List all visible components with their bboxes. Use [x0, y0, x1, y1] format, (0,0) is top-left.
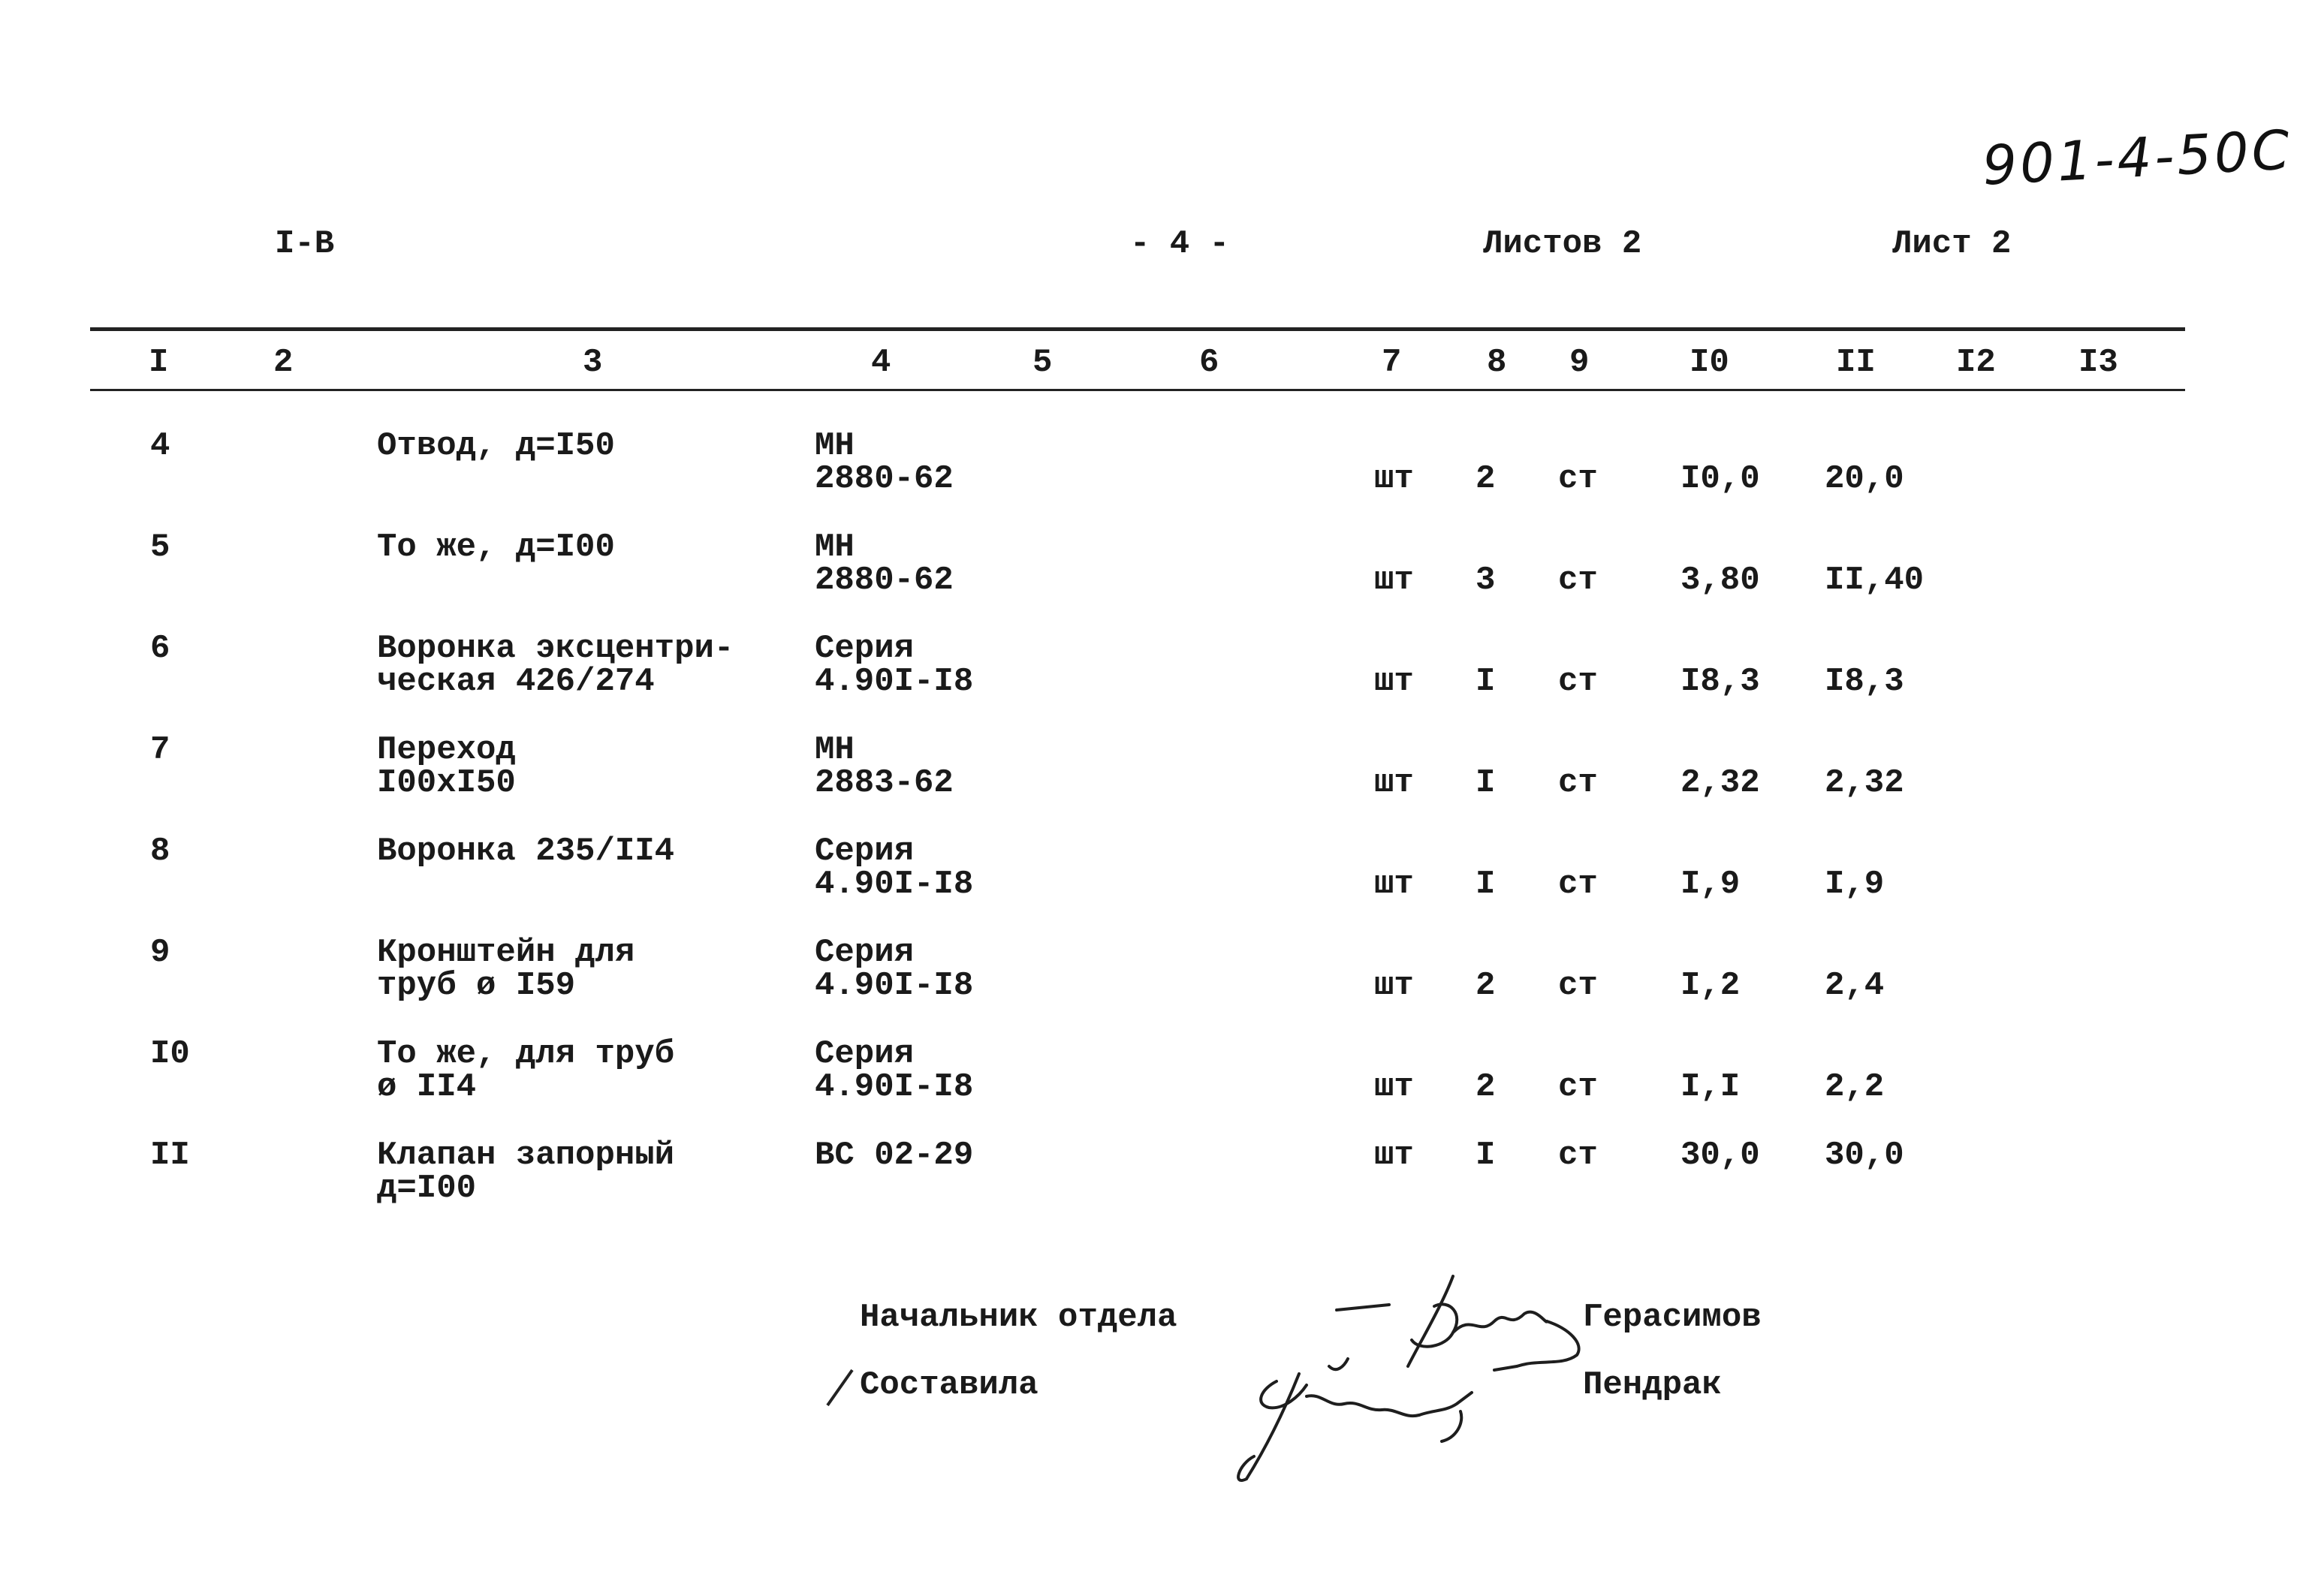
document-code: 901-4-50С	[1981, 118, 2295, 197]
column-number: 7	[1382, 344, 1402, 381]
total-mass-cell: 30,0	[1825, 1137, 1904, 1174]
item-name-cell: труб ø I59	[377, 967, 576, 1004]
position-cell: II	[150, 1137, 190, 1174]
unit-cell: шт	[1374, 460, 1414, 498]
table-top-rule	[90, 327, 2185, 331]
reference-cell: Серия	[815, 1035, 915, 1073]
sheets-total: Листов 2	[1483, 225, 1642, 263]
reference-cell: ВС 02-29	[815, 1137, 974, 1174]
quantity-cell: 3	[1476, 562, 1496, 599]
column-number: 8	[1487, 344, 1507, 381]
total-mass-cell: 2,32	[1825, 764, 1904, 802]
unit-mass-cell: 2,32	[1681, 764, 1760, 802]
column-number: 3	[583, 344, 603, 381]
item-name-cell: ческая 426/274	[377, 663, 655, 700]
reference-cell: 4.90I-I8	[815, 967, 974, 1004]
reference-cell: 4.90I-I8	[815, 663, 974, 700]
sheet-number: Лист 2	[1892, 225, 2012, 263]
position-cell: I0	[150, 1035, 190, 1073]
column-number: I	[149, 344, 169, 381]
total-mass-cell: 2,4	[1825, 967, 1885, 1004]
column-number: 2	[273, 344, 294, 381]
column-number: 4	[871, 344, 891, 381]
reference-cell: МН	[815, 528, 855, 566]
position-cell: 8	[150, 833, 170, 870]
quantity-cell: I	[1476, 866, 1496, 903]
material-cell: ст	[1558, 1137, 1598, 1174]
item-name-cell: Воронка эксцентри-	[377, 630, 734, 667]
total-mass-cell: II,40	[1825, 562, 1925, 599]
unit-mass-cell: I,9	[1681, 866, 1741, 903]
head-of-department-title: Начальник отдела	[860, 1299, 1177, 1336]
unit-mass-cell: 30,0	[1681, 1137, 1760, 1174]
unit-cell: шт	[1374, 764, 1414, 802]
reference-cell: 2880-62	[815, 460, 954, 498]
reference-cell: Серия	[815, 630, 915, 667]
item-name-cell: Воронка 235/II4	[377, 833, 675, 870]
material-cell: ст	[1558, 460, 1598, 498]
column-number: 6	[1199, 344, 1219, 381]
table-header-rule	[90, 389, 2185, 391]
reference-cell: 2880-62	[815, 562, 954, 599]
item-name-cell: д=I00	[377, 1170, 477, 1207]
reference-cell: 2883-62	[815, 764, 954, 802]
unit-cell: шт	[1374, 967, 1414, 1004]
quantity-cell: 2	[1476, 1068, 1496, 1106]
column-number: I3	[2078, 344, 2118, 381]
total-mass-cell: I,9	[1825, 866, 1885, 903]
total-mass-cell: 20,0	[1825, 460, 1904, 498]
quantity-cell: I	[1476, 1137, 1496, 1174]
reference-cell: 4.90I-I8	[815, 1068, 974, 1106]
unit-cell: шт	[1374, 562, 1414, 599]
quantity-cell: 2	[1476, 967, 1496, 1004]
position-cell: 5	[150, 528, 170, 566]
total-mass-cell: I8,3	[1825, 663, 1904, 700]
item-name-cell: Кронштейн для	[377, 934, 635, 971]
item-name-cell: То же, д=I00	[377, 528, 615, 566]
section-label: I-B	[275, 225, 335, 263]
author-title: Составила	[860, 1366, 1038, 1404]
unit-mass-cell: I0,0	[1681, 460, 1760, 498]
quantity-cell: I	[1476, 764, 1496, 802]
unit-cell: шт	[1374, 663, 1414, 700]
column-number: 9	[1569, 344, 1590, 381]
item-name-cell: То же, для труб	[377, 1035, 675, 1073]
position-cell: 6	[150, 630, 170, 667]
material-cell: ст	[1558, 1068, 1598, 1106]
head-of-department-name: Герасимов	[1583, 1299, 1762, 1336]
total-mass-cell: 2,2	[1825, 1068, 1885, 1106]
column-number: I0	[1690, 344, 1729, 381]
material-cell: ст	[1558, 764, 1598, 802]
unit-mass-cell: I,I	[1681, 1068, 1741, 1106]
unit-cell: шт	[1374, 1137, 1414, 1174]
reference-cell: Серия	[815, 833, 915, 870]
column-number: 5	[1032, 344, 1053, 381]
column-number: II	[1836, 344, 1876, 381]
item-name-cell: Переход	[377, 731, 516, 769]
unit-mass-cell: I8,3	[1681, 663, 1760, 700]
position-cell: 9	[150, 934, 170, 971]
quantity-cell: 2	[1476, 460, 1496, 498]
position-cell: 7	[150, 731, 170, 769]
page-number: - 4 -	[1130, 225, 1230, 263]
handwritten-signature	[1194, 1261, 1599, 1501]
item-name-cell: I00xI50	[377, 764, 516, 802]
unit-mass-cell: 3,80	[1681, 562, 1760, 599]
material-cell: ст	[1558, 562, 1598, 599]
position-cell: 4	[150, 427, 170, 465]
unit-cell: шт	[1374, 866, 1414, 903]
quantity-cell: I	[1476, 663, 1496, 700]
slash-mark	[818, 1366, 864, 1411]
unit-mass-cell: I,2	[1681, 967, 1741, 1004]
column-number: I2	[1956, 344, 1996, 381]
material-cell: ст	[1558, 663, 1598, 700]
reference-cell: МН	[815, 731, 855, 769]
reference-cell: Серия	[815, 934, 915, 971]
item-name-cell: Клапан запорный	[377, 1137, 675, 1174]
item-name-cell: ø II4	[377, 1068, 477, 1106]
material-cell: ст	[1558, 967, 1598, 1004]
author-name: Пендрак	[1583, 1366, 1722, 1404]
unit-cell: шт	[1374, 1068, 1414, 1106]
reference-cell: 4.90I-I8	[815, 866, 974, 903]
material-cell: ст	[1558, 866, 1598, 903]
reference-cell: МН	[815, 427, 855, 465]
item-name-cell: Отвод, д=I50	[377, 427, 615, 465]
